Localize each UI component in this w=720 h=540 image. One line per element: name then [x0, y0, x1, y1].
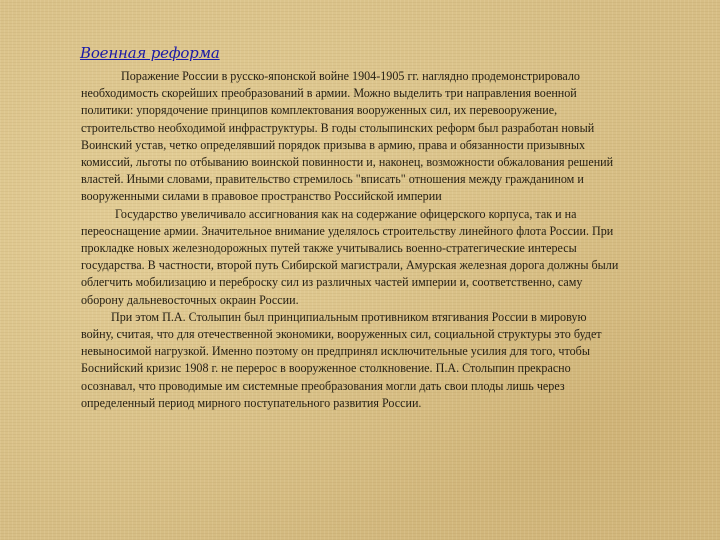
- paragraph-1: Поражение России в русско-японской войне 1904-1905 гг. наглядно продемонстрировало необходимость скорейших преобразований в армии. Можно выделить три направления военной политики: упорядочение принципов комплектования вооруженных сил, их перевооружение, строительство необходимой инфраструктуры. В годы столыпинских реформ был разработан новый Воинский устав, четко определявший порядок призыва в армию, права и обязанности призывных комиссий, льготы по отбыванию воинской повинности и, наконец, возможности обжалования решений властей. Иными словами, правительство стремилось "вписать" отношения между гражданином и вооруженными силами в правовое пространство Российской империи: [81, 69, 614, 204]
- paragraph-3: При этом П.А. Столыпин был принципиальным противником втягивания России в мировую войну, считая, что для отечественной экономики, вооруженных сил, социальной структуры это будет невыносимой нагрузкой. Именно поэтому он предпринял исключительные усилия для того, чтобы Боснийский кризис 1908 г. не перерос в вооруженное столкновение. П.А. Столыпин прекрасно осознавал, что проводимые им системные преобразования могли дать свои плоды лишь через определенный период мирного поступательного развития России.: [81, 309, 602, 410]
- page-title[interactable]: Военная реформа: [80, 44, 220, 62]
- body-text: [81, 68, 621, 412]
- paragraph-2: Государство увеличивало ассигнования как на содержание офицерского корпуса, так и на переоснащение армии. Значительное внимание уделялось строительству линейного флота России. При прокладке новых железнодорожных путей также учитывались военно-стратегические интересы государства. В частности, второй путь Сибирской магистрали, Амурская железная дорога должны были облегчить мобилизацию и переброску сил из различных частей империи и, соответственно, саму оборону дальневосточных окраин России.: [81, 206, 619, 307]
